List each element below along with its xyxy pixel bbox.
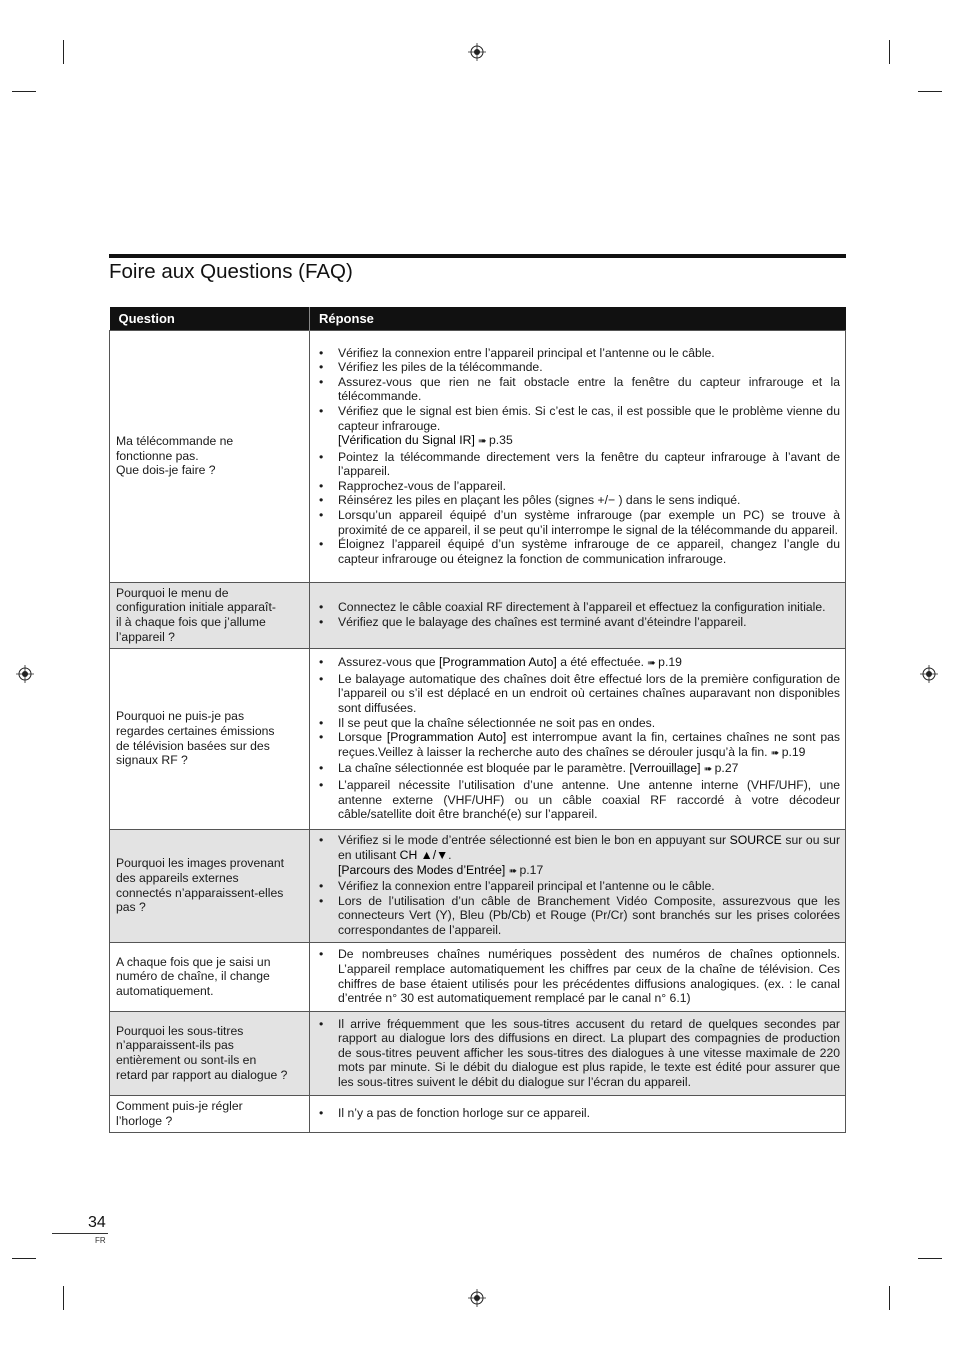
column-header-answer: Réponse — [310, 307, 846, 330]
title-rule — [109, 254, 846, 258]
page-number-rule — [52, 1233, 108, 1234]
answer-item: • Il n’y a pas de fonction horloge sur ce appareil. — [316, 1106, 840, 1121]
answer-item — [316, 730, 840, 761]
crop-mark — [918, 91, 942, 92]
answer-item: • De nombreuses chaînes numériques possèdent des numéros de chaînes optionnels. L’appareil remplace automatiquement les chiffres par ceux de la chaîne de télévision. Ces chiffres de base étaient utilisés pour les précédentes diffusions analogiques. (ex. : le canal d’entrée n° 30 est automatiquement remplacé par le canal n° 6.1) — [316, 947, 840, 1005]
question-line: automatiquement. — [116, 983, 214, 998]
answer-cell — [310, 648, 846, 829]
answer-text: Assurez-vous que — [338, 655, 439, 670]
registration-mark-icon — [920, 665, 938, 683]
column-header-question: Question — [110, 307, 310, 330]
question-line: Pourquoi ne puis-je pas — [116, 709, 245, 724]
reference-page: p.17 — [519, 862, 544, 877]
registration-mark-icon — [16, 665, 34, 683]
question-cell — [110, 582, 310, 648]
page-title: Foire aux Questions (FAQ) — [109, 260, 353, 283]
question-line: fonctionne pas. — [116, 448, 199, 463]
menu-reference: [Programmation Auto] — [386, 730, 507, 745]
question-line: Que dois-je faire ? — [116, 463, 216, 478]
reference-label: [Vérification du Signal IR] — [338, 433, 475, 448]
question-line: Pourquoi le menu de — [116, 585, 229, 600]
crop-mark — [12, 91, 36, 92]
question-line: Comment puis-je régler — [116, 1098, 243, 1113]
question-line: Pourquoi les images provenant — [116, 856, 285, 871]
answer-item: • Vérifiez que le balayage des chaînes est terminé avant d’éteindre l’appareil. — [316, 615, 840, 630]
reference-label: [Parcours des Modes d’Entrée] — [338, 862, 506, 877]
menu-reference: [Verrouillage] — [629, 761, 701, 776]
answer-reference — [316, 863, 840, 880]
table-row — [110, 1011, 846, 1095]
answer-item: • Assurez-vous que rien ne fait obstacle entre la fenêtre du capteur infrarouge et la télécommande. — [316, 375, 840, 404]
answer-item: • Le balayage automatique des chaînes doit être effectué lors de la première configuration de l’appareil ou s’il est déplacé en un endroit où certaines chaînes auparavant non disponibles sont diffusées. — [316, 672, 840, 716]
answer-text: a été effectuée. — [556, 655, 644, 670]
button-name: CH ▲/▼ — [399, 848, 449, 863]
question-line: configuration initiale apparaît- — [116, 600, 276, 615]
answer-item: • Pointez la télécommande directement vers la fenêtre du capteur infrarouge à l’avant de l’appareil. — [316, 450, 840, 479]
answer-item: • Il se peut que la chaîne sélectionnée ne soit pas en ondes. — [316, 716, 840, 731]
answer-item — [316, 655, 840, 672]
answer-item: • Vérifiez la connexion entre l’appareil principal et l’antenne ou le câble. — [316, 346, 840, 361]
question-line: n’apparaissent-ils pas — [116, 1038, 234, 1053]
answer-item: • Lorsqu’un appareil équipé d’un système infrarouge (par exemple un PC) se trouve à proximité de ce appareil, il se peut qu’il interrompe le signal de la télécommande du appareil. — [316, 508, 840, 537]
question-cell — [110, 648, 310, 829]
button-name: SOURCE — [729, 833, 782, 848]
question-line: A chaque fois que je saisi un — [116, 954, 271, 969]
crop-mark — [889, 40, 890, 64]
page-language: FR — [95, 1236, 106, 1245]
answer-item: • Il arrive fréquemment que les sous-titres accusent du retard de quelques secondes par rapport au dialogue lors des diffusions en direct. La plupart des compagnies de production de sous-titres peuvent afficher les sous-titres des dialogues à une vitesse maximale de 220 mots par minute. Si le débit du dialogue est plus rapide, le texte est édité pour assurer que les sous-titres suivent le débit du dialogue sur l’écran du appareil. — [316, 1017, 840, 1090]
question-line: Ma télécommande ne — [116, 434, 234, 449]
question-line: l’horloge ? — [116, 1113, 173, 1128]
question-cell — [110, 829, 310, 942]
answer-item: • Vérifiez les piles de la télécommande. — [316, 360, 840, 375]
answer-cell — [310, 330, 846, 582]
answer-item: • Connectez le câble coaxial RF directement à l’appareil et effectuez la configuration initiale. — [316, 600, 840, 615]
answer-cell — [310, 942, 846, 1011]
registration-mark-icon — [468, 1289, 486, 1307]
answer-text: La chaîne sélectionnée est bloquée par le paramètre. — [338, 761, 630, 776]
crop-mark — [63, 1286, 64, 1310]
question-line: entièrement ou sont-ils en — [116, 1053, 257, 1067]
question-line: connectés n’apparaissent-elles — [116, 885, 284, 900]
answer-reference — [316, 433, 840, 450]
faq-table — [109, 307, 846, 1133]
table-row — [110, 942, 846, 1011]
arrow-right-icon: ➠ — [478, 436, 486, 448]
question-line: de télévision basées sur des — [116, 738, 270, 753]
answer-cell — [310, 1011, 846, 1095]
answer-text: Vérifiez si le mode d’entrée sélectionné est bien le bon en appuyant sur — [338, 833, 730, 848]
question-line: regardes certaines émissions — [116, 723, 275, 738]
answer-text: . — [448, 848, 452, 863]
question-cell — [110, 942, 310, 1011]
arrow-right-icon: ➠ — [770, 747, 779, 759]
answer-cell — [310, 582, 846, 648]
crop-mark — [918, 1258, 942, 1259]
arrow-right-icon: ➠ — [508, 865, 517, 877]
reference-page: p.27 — [714, 761, 739, 776]
table-row — [110, 1095, 846, 1132]
answer-item: • Lors de l’utilisation d’un câble de Branchement Vidéo Composite, assurezvous que les connecteurs Vert (Y), Bleu (Pb/Cb) et Rouge (Pr/Cr) sont branchés sur les prises colorées correspondantes de l’appareil. — [316, 894, 840, 938]
registration-mark-icon — [468, 43, 486, 61]
answer-text: est interrompue avant la fin, certaines chaînes ne sont pas reçues.Veillez à laisser la recherche auto des chaînes se dérouler jusqu’à la fin. — [338, 730, 841, 759]
table-row — [110, 330, 846, 582]
question-line: signaux RF ? — [116, 753, 188, 768]
answer-item: • Vérifiez la connexion entre l’appareil principal et l’antenne ou le câble. — [316, 879, 840, 894]
table-row — [110, 829, 846, 942]
answer-text: sur ou sur en utilisant — [338, 833, 841, 863]
menu-reference: [Programmation Auto] — [438, 655, 557, 670]
question-cell — [110, 1095, 310, 1132]
crop-mark — [12, 1258, 36, 1259]
crop-mark — [889, 1286, 890, 1310]
page-number: 34 — [88, 1214, 106, 1231]
answer-item — [316, 404, 840, 433]
table-row — [110, 582, 846, 648]
question-line: l’appareil ? — [116, 629, 175, 644]
answer-cell — [310, 829, 846, 942]
question-line: Pourquoi les sous-titres — [116, 1023, 244, 1038]
answer-item: • Réinsérez les piles en plaçant les pôles (signes +/− ) dans le sens indiqué. — [316, 493, 840, 508]
answer-item — [316, 833, 840, 862]
question-cell — [110, 330, 310, 582]
answer-item — [316, 761, 840, 778]
question-line: il à chaque fois que j’allume — [116, 615, 266, 629]
answer-item: • L’appareil nécessite l’utilisation d’une antenne. Une antenne interne (VHF/UHF), une antenne externe (VHF/UHF) ou un câble coaxial RF raccordé à votre décodeur câble/satellite doit être branché(e) sur l’appareil. — [316, 778, 840, 822]
reference-page: p.19 — [658, 655, 682, 670]
answer-cell — [310, 1095, 846, 1132]
answer-text: Vérifiez que le signal est bien émis. Si c’est le cas, il est possible que le problème vienne du capteur infrarouge. — [338, 403, 840, 433]
question-line: numéro de chaîne, il change — [116, 969, 270, 984]
question-line: pas ? — [116, 900, 146, 915]
arrow-right-icon: ➠ — [647, 658, 655, 670]
question-cell — [110, 1011, 310, 1095]
reference-page: p.19 — [781, 744, 806, 759]
table-header-row — [110, 307, 846, 330]
answer-text: Lorsque — [338, 730, 387, 745]
arrow-right-icon: ➠ — [703, 764, 712, 776]
answer-item: • Éloignez l’appareil équipé d’un système infrarouge de ce appareil, changez l’angle du capteur infrarouge ou éteignez la fonction de communication infrarouge. — [316, 537, 840, 566]
reference-page: p.35 — [489, 433, 513, 448]
answer-item: • Rapprochez-vous de l’appareil. — [316, 479, 840, 494]
question-line: retard par rapport au dialogue ? — [116, 1067, 288, 1082]
table-row — [110, 648, 846, 829]
question-line: des appareils externes — [116, 870, 239, 885]
crop-mark — [63, 40, 64, 64]
